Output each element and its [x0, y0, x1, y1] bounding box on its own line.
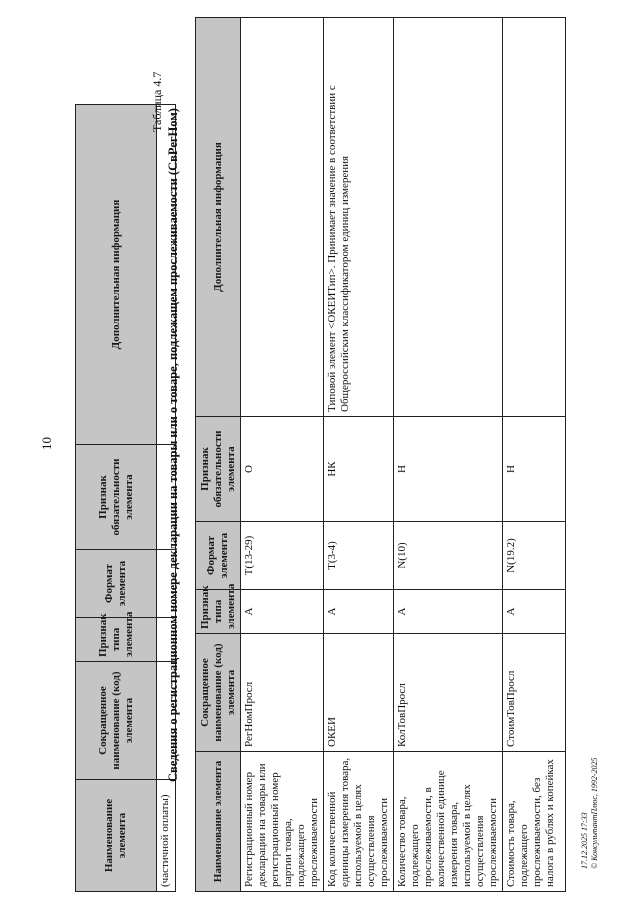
footer-line-source: © КонсультантПлюс, 1992-2025	[590, 757, 599, 869]
cell-required: О	[241, 417, 324, 522]
main-table-header	[196, 18, 241, 892]
header-format: Формат элемента	[76, 550, 157, 618]
footer-line-date: 17.12.2025 17:33	[580, 812, 589, 869]
header-required: Признак обязательности элемента	[76, 445, 157, 550]
table-row	[394, 18, 503, 892]
cell-code: КолТовПросл	[394, 634, 503, 752]
cell-type: А	[241, 590, 324, 634]
header-code: Сокращенное наименование (код) элемента	[196, 634, 241, 752]
cell-code: СтоимТовПросл	[503, 634, 566, 752]
header-info: Дополнительная информация	[196, 18, 241, 417]
table-row	[241, 18, 324, 892]
cell-name: Код количественной единицы измерения товара, используемой в целях осуществления прослеживаемости	[324, 752, 394, 892]
cell-format: T(13-29)	[241, 522, 324, 590]
cell-required: Н	[394, 417, 503, 522]
header-type: Признак типа элемента	[196, 590, 241, 634]
cell-format: N(10)	[394, 522, 503, 590]
table-row	[503, 18, 566, 892]
cell-info	[241, 18, 324, 417]
cell-type: А	[503, 590, 566, 634]
cell-name: Стоимость товара, подлежащего прослеживаемости, без налога в рублях и копейках	[503, 752, 566, 892]
cell-required: Н	[503, 417, 566, 522]
cell-name: Количество товара, подлежащего прослеживаемости, в количественной единице измерения товара, используемой в целях осуществления прослеживаемости	[394, 752, 503, 892]
header-name: Наименование элемента	[196, 752, 241, 892]
footer-stamp	[580, 757, 600, 869]
header-name: Наименование элемента	[76, 780, 157, 892]
cell-required: НК	[324, 417, 394, 522]
header-info: Дополнительная информация	[76, 105, 157, 445]
continued-table-header	[76, 105, 157, 892]
cell-info: Типовой элемент <ОКЕИТип>. Принимает значение в соответствии с Общероссийским классификатором единиц измерения	[324, 18, 394, 417]
continued-table	[75, 104, 176, 892]
cell-info	[503, 18, 566, 417]
cell-info	[394, 18, 503, 417]
cell-type: А	[324, 590, 394, 634]
cell-type: А	[394, 590, 503, 634]
header-code: Сокращенное наименование (код) элемента	[76, 662, 157, 780]
main-table	[195, 17, 566, 892]
table-label: Таблица 4.7	[150, 71, 164, 132]
cell-name: Регистрационный номер декларации на товары или регистрационный номер партии товара, подлежащего прослеживаемости	[241, 752, 324, 892]
page-number: 10	[39, 437, 54, 450]
header-type: Признак типа элемента	[76, 618, 157, 662]
cell-format: N(19.2)	[503, 522, 566, 590]
header-required: Признак обязательности элемента	[196, 417, 241, 522]
table-caption: Сведения о регистрационном номере декларации на товары или о товаре, подлежащем прослеживаемости (СвРегНом)	[166, 108, 180, 782]
cell-code: РегНомПросл	[241, 634, 324, 752]
cell-name: (частичной оплаты)	[157, 780, 176, 892]
cell-code: ОКЕИ	[324, 634, 394, 752]
table-row	[324, 18, 394, 892]
header-format: Формат элемента	[196, 522, 241, 590]
cell-format: T(3-4)	[324, 522, 394, 590]
